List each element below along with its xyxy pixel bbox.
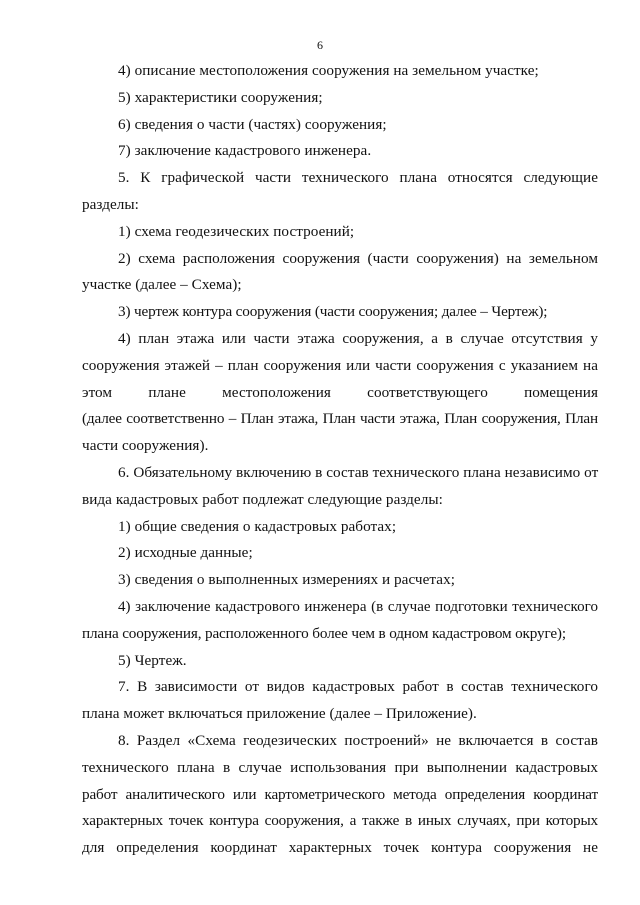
text-line: 4) заключение кадастрового инженера (в случае подготовки технического <box>118 598 598 615</box>
text-line: вида кадастровых работ подлежат следующие разделы: <box>82 490 443 508</box>
text-line: плана может включаться приложение (далее – Приложение). <box>82 705 477 723</box>
text-line: плана сооружения, расположенного более чем в одном кадастровом округе); <box>82 624 566 642</box>
text-line: 8. Раздел «Схема геодезических построений» не включается в состав <box>118 731 598 749</box>
text-line: 3) сведения о выполненных измерениях и расчетах; <box>118 571 455 589</box>
text-line: 5. К графической части технического плана относятся следующие <box>118 169 598 187</box>
text-line: 7) заключение кадастрового инженера. <box>118 142 372 160</box>
text-line: характерных точек контура сооружения, а также в иных случаях, при которых <box>82 812 598 830</box>
text-line: разделы: <box>82 195 139 213</box>
text-line: 6. Обязательному включению в состав технического плана независимо от <box>118 463 599 481</box>
text-line: 4) план этажа или части этажа сооружения, а в случае отсутствия у <box>118 329 598 347</box>
text-line: 3) чертеж контура сооружения (части сооружения; далее – Чертеж); <box>118 303 548 321</box>
page-number: 6 <box>317 38 323 52</box>
text-line: 4) описание местоположения сооружения на земельном участке; <box>118 62 539 79</box>
text-line: технического плана в случае использования при выполнении кадастровых <box>82 758 598 776</box>
text-line: участке (далее – Схема); <box>82 276 242 294</box>
text-line: работ аналитического или картометрического метода определения координат <box>82 785 598 803</box>
text-line: 2) исходные данные; <box>118 544 253 562</box>
text-line: 6) сведения о части (частях) сооружения; <box>118 115 387 133</box>
text-line: 5) характеристики сооружения; <box>118 88 323 106</box>
text-line: для определения координат характерных точек контура сооружения не <box>82 839 598 857</box>
text-line: 7. В зависимости от видов кадастровых работ в состав технического <box>118 678 598 696</box>
text-line: 2) схема расположения сооружения (части сооружения) на земельном <box>118 249 598 267</box>
text-line: 1) общие сведения о кадастровых работах; <box>118 517 397 535</box>
text-line: (далее соответственно – План этажа, План части этажа, План сооружения, План <box>82 410 598 428</box>
text-line: сооружения этажей – план сооружения или части сооружения с указанием на <box>82 356 598 374</box>
text-line: части сооружения). <box>82 437 209 455</box>
text-line: 1) схема геодезических построений; <box>118 222 355 240</box>
text-line: этом плане местоположения соответствующего помещения <box>82 383 598 401</box>
document-body <box>82 58 598 862</box>
text-line: 5) Чертеж. <box>118 651 187 669</box>
